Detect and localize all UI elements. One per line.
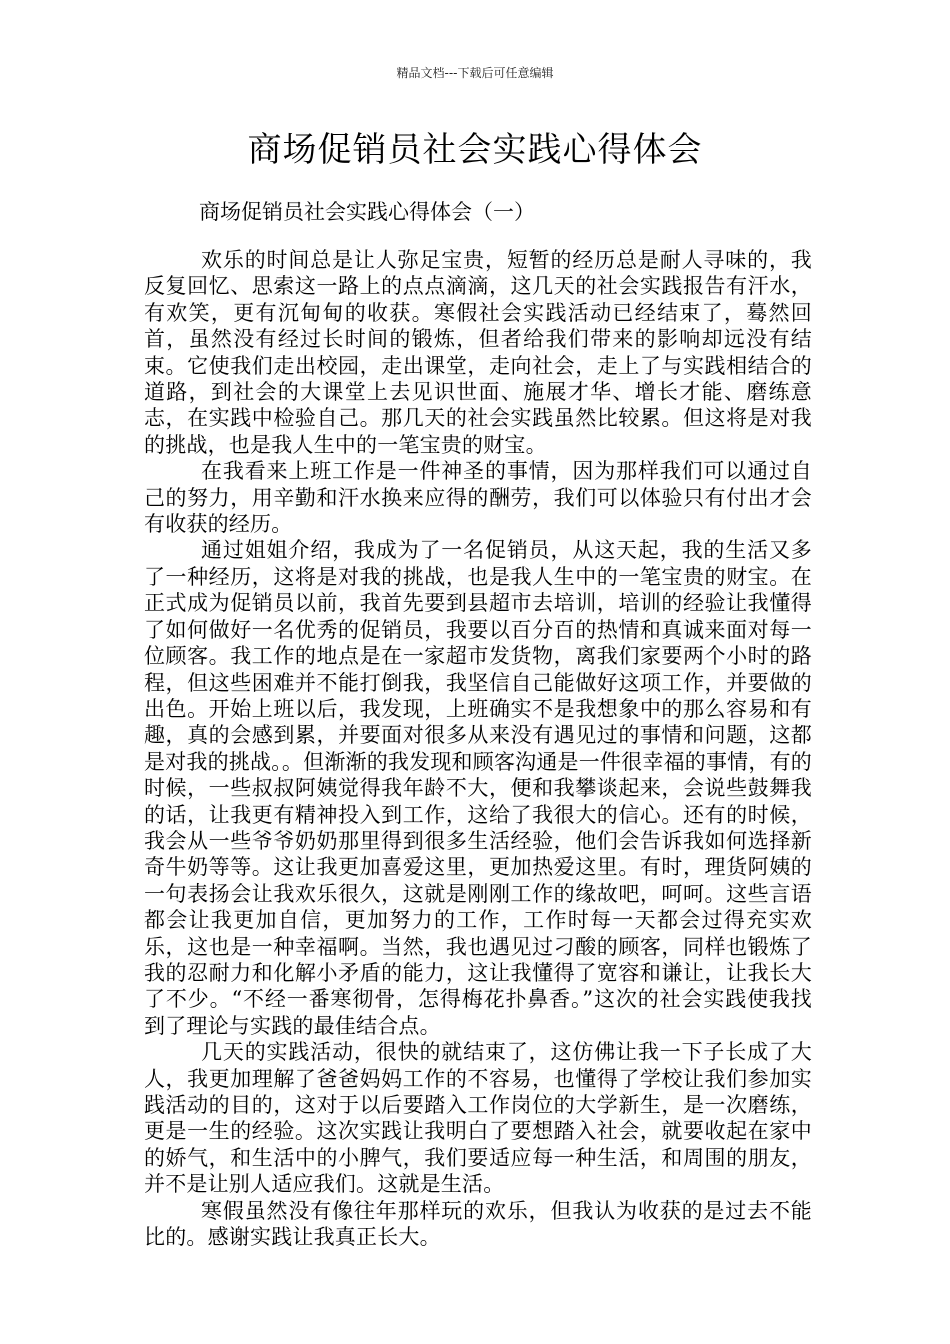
- paragraph-3: 通过姐姐介绍，我成为了一名促销员，从这天起，我的生活又多了一种经历，这将是对我的挑战，也是我人生中的一笔宝贵的财宝。在正式成为促销员以前，我首先要到县超市去培训，培训的经验让我懂得了如何做好一名优秀的促销员，我要以百分百的热情和真诚来面对每一位顾客。我工作的地点是在一家超市发货物，离我们家要两个小时的路程，但这些困难并不能打倒我，我坚信自己能做好这项工作，并要做的出色。开始上班以后，我发现，上班确实不是我想象中的那么容易和有趣，真的会感到累，并要面对很多从来没有遇见过的事情和问题，这都是对我的挑战。。但渐渐的我发现和顾客沟通是一件很幸福的事情，有的时候，一些叔叔阿姨觉得我年龄不大，便和我攀谈起来，会说些鼓舞我的话，让我更有精神投入到工作，这给了我很大的信心。还有的时候，我会从一些爷爷奶奶那里得到很多生活经验，他们会告诉我如何选择新奇牛奶等等。这让我更加喜爱这里，更加热爱这里。有时，理货阿姨的一句表扬会让我欢乐很久，这就是刚刚工作的缘故吧，呵呵。这些言语都会让我更加自信，更加努力的工作，工作时每一天都会过得充实欢乐，这也是一种幸福啊。当然，我也遇见过刁酸的顾客，同样也锻炼了我的忍耐力和化解小矛盾的能力，这让我懂得了宽容和谦让，让我长大了不少。“不经一番寒彻骨，怎得梅花扑鼻香。”这次的社会实践使我找到了理论与实践的最佳结合点。: [144, 538, 812, 1038]
- document-body: [144, 247, 812, 1250]
- paragraph-5: 寒假虽然没有像往年那样玩的欢乐，但我认为收获的是过去不能比的。感谢实践让我真正长大。: [144, 1198, 812, 1250]
- document-subtitle: 商场促销员社会实践心得体会（一）: [199, 200, 535, 224]
- paragraph-1: 欢乐的时间总是让人弥足宝贵，短暂的经历总是耐人寻味的，我反复回忆、思索这一路上的点点滴滴，这几天的社会实践报告有汗水，有欢笑，更有沉甸甸的收获。寒假社会实践活动已经结束了，蓦然回首，虽然没有经过长时间的锻炼，但者给我们带来的影响却远没有结束。它使我们走出校园，走出课堂，走向社会，走上了与实践相结合的道路，到社会的大课堂上去见识世面、施展才华、增长才能、磨练意志，在实践中检验自己。那几天的社会实践虽然比较累。但这将是对我的挑战，也是我人生中的一笔宝贵的财宝。: [144, 248, 812, 457]
- header-note: 精品文档---下载后可任意编辑: [396, 66, 554, 80]
- paragraph-4: 几天的实践活动，很快的就结束了，这仿佛让我一下子长成了大人，我更加理解了爸爸妈妈工作的不容易，也懂得了学校让我们参加实践活动的目的，这对于以后要踏入工作岗位的大学新生，是一次磨练，更是一生的经验。这次实践让我明白了要想踏入社会，就要收起在家中的娇气，和生活中的小脾气，我们要适应每一种生活，和周围的朋友，并不是让别人适应我们。这就是生活。: [144, 1040, 812, 1197]
- document-title: 商场促销员社会实践心得体会: [247, 130, 703, 170]
- paragraph-2: 在我看来上班工作是一件神圣的事情，因为那样我们可以通过自己的努力，用辛勤和汗水换来应得的酬劳，我们可以体验只有付出才会有收获的经历。: [144, 459, 812, 537]
